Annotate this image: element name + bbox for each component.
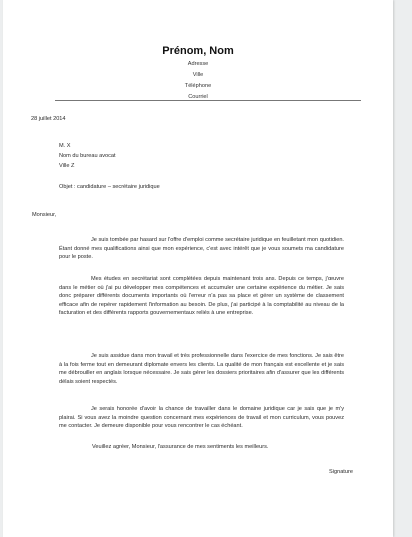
paragraph-1: Je suis tombée par hasard sur l'offre d'emploi comme secrétaire juridique en feuilletant mon quotidien. Étant donné mes qualifications ainsi que mon expérience, c'est avec intérêt que je vous soumets ma candidature pour le poste. — [59, 237, 344, 261]
sender-email: Courriel — [188, 94, 208, 100]
letter-page — [3, 0, 393, 537]
paragraph-2: Mes études en secrétariat sont complétées depuis maintenant trois ans. Depuis ce temps, j'œuvre dans le métier où j'ai pu développer mes compétences et accumuler une certaine expérience du métier. Je sais donc préparer différents documents importants où l'erreur n'a pas sa place et gérer un système de classement efficace afin de repérer rapidement l'information au besoin. De plus, j'ai participé à la comptabilité au niveau de la facturation et des différents rapports gouvernementaux reliés à une entreprise. — [59, 276, 344, 317]
paragraph-4: Je serais honorée d'avoir la chance de travailler dans le domaine juridique car je sais que je m'y plairai. Si vous avez la moindre question concernant mes expériences de travail et mon curriculum, vous pouvez me contacter. Je demeure disponible pour vous rencontrer le cas échéant. — [59, 406, 344, 430]
recipient-line-2: Nom du bureau avocat — [59, 153, 116, 159]
sender-name: Prénom, Nom — [162, 45, 234, 57]
signature: Signature — [329, 469, 353, 475]
header-divider — [55, 100, 361, 101]
recipient-line-1: M. X — [59, 143, 71, 149]
salutation: Monsieur, — [32, 212, 57, 218]
sender-phone: Téléphone — [184, 83, 212, 89]
letter-date: 28 juillet 2014 — [31, 116, 66, 122]
sender-address: Adresse — [187, 61, 209, 67]
sender-city: Ville — [192, 72, 204, 78]
closing-line: Veuillez agréer, Monsieur, l'assurance de mes sentiments les meilleurs. — [92, 444, 269, 450]
paragraph-3: Je suis assidue dans mon travail et très professionnelle dans l'exercice de mes fonctions. Je sais être à la fois ferme tout en demeurant diplomate envers les clients. La qualité de mon français est excellente et je sais me débrouiller en anglais lorsque nécessaire. Je sais gérer les dossiers prioritaires afin d'assurer que les différents délais soient respectés. — [59, 353, 344, 385]
recipient-line-3: Ville Z — [59, 163, 75, 169]
letter-subject: Objet : candidature – secrétaire juridique — [59, 184, 160, 190]
